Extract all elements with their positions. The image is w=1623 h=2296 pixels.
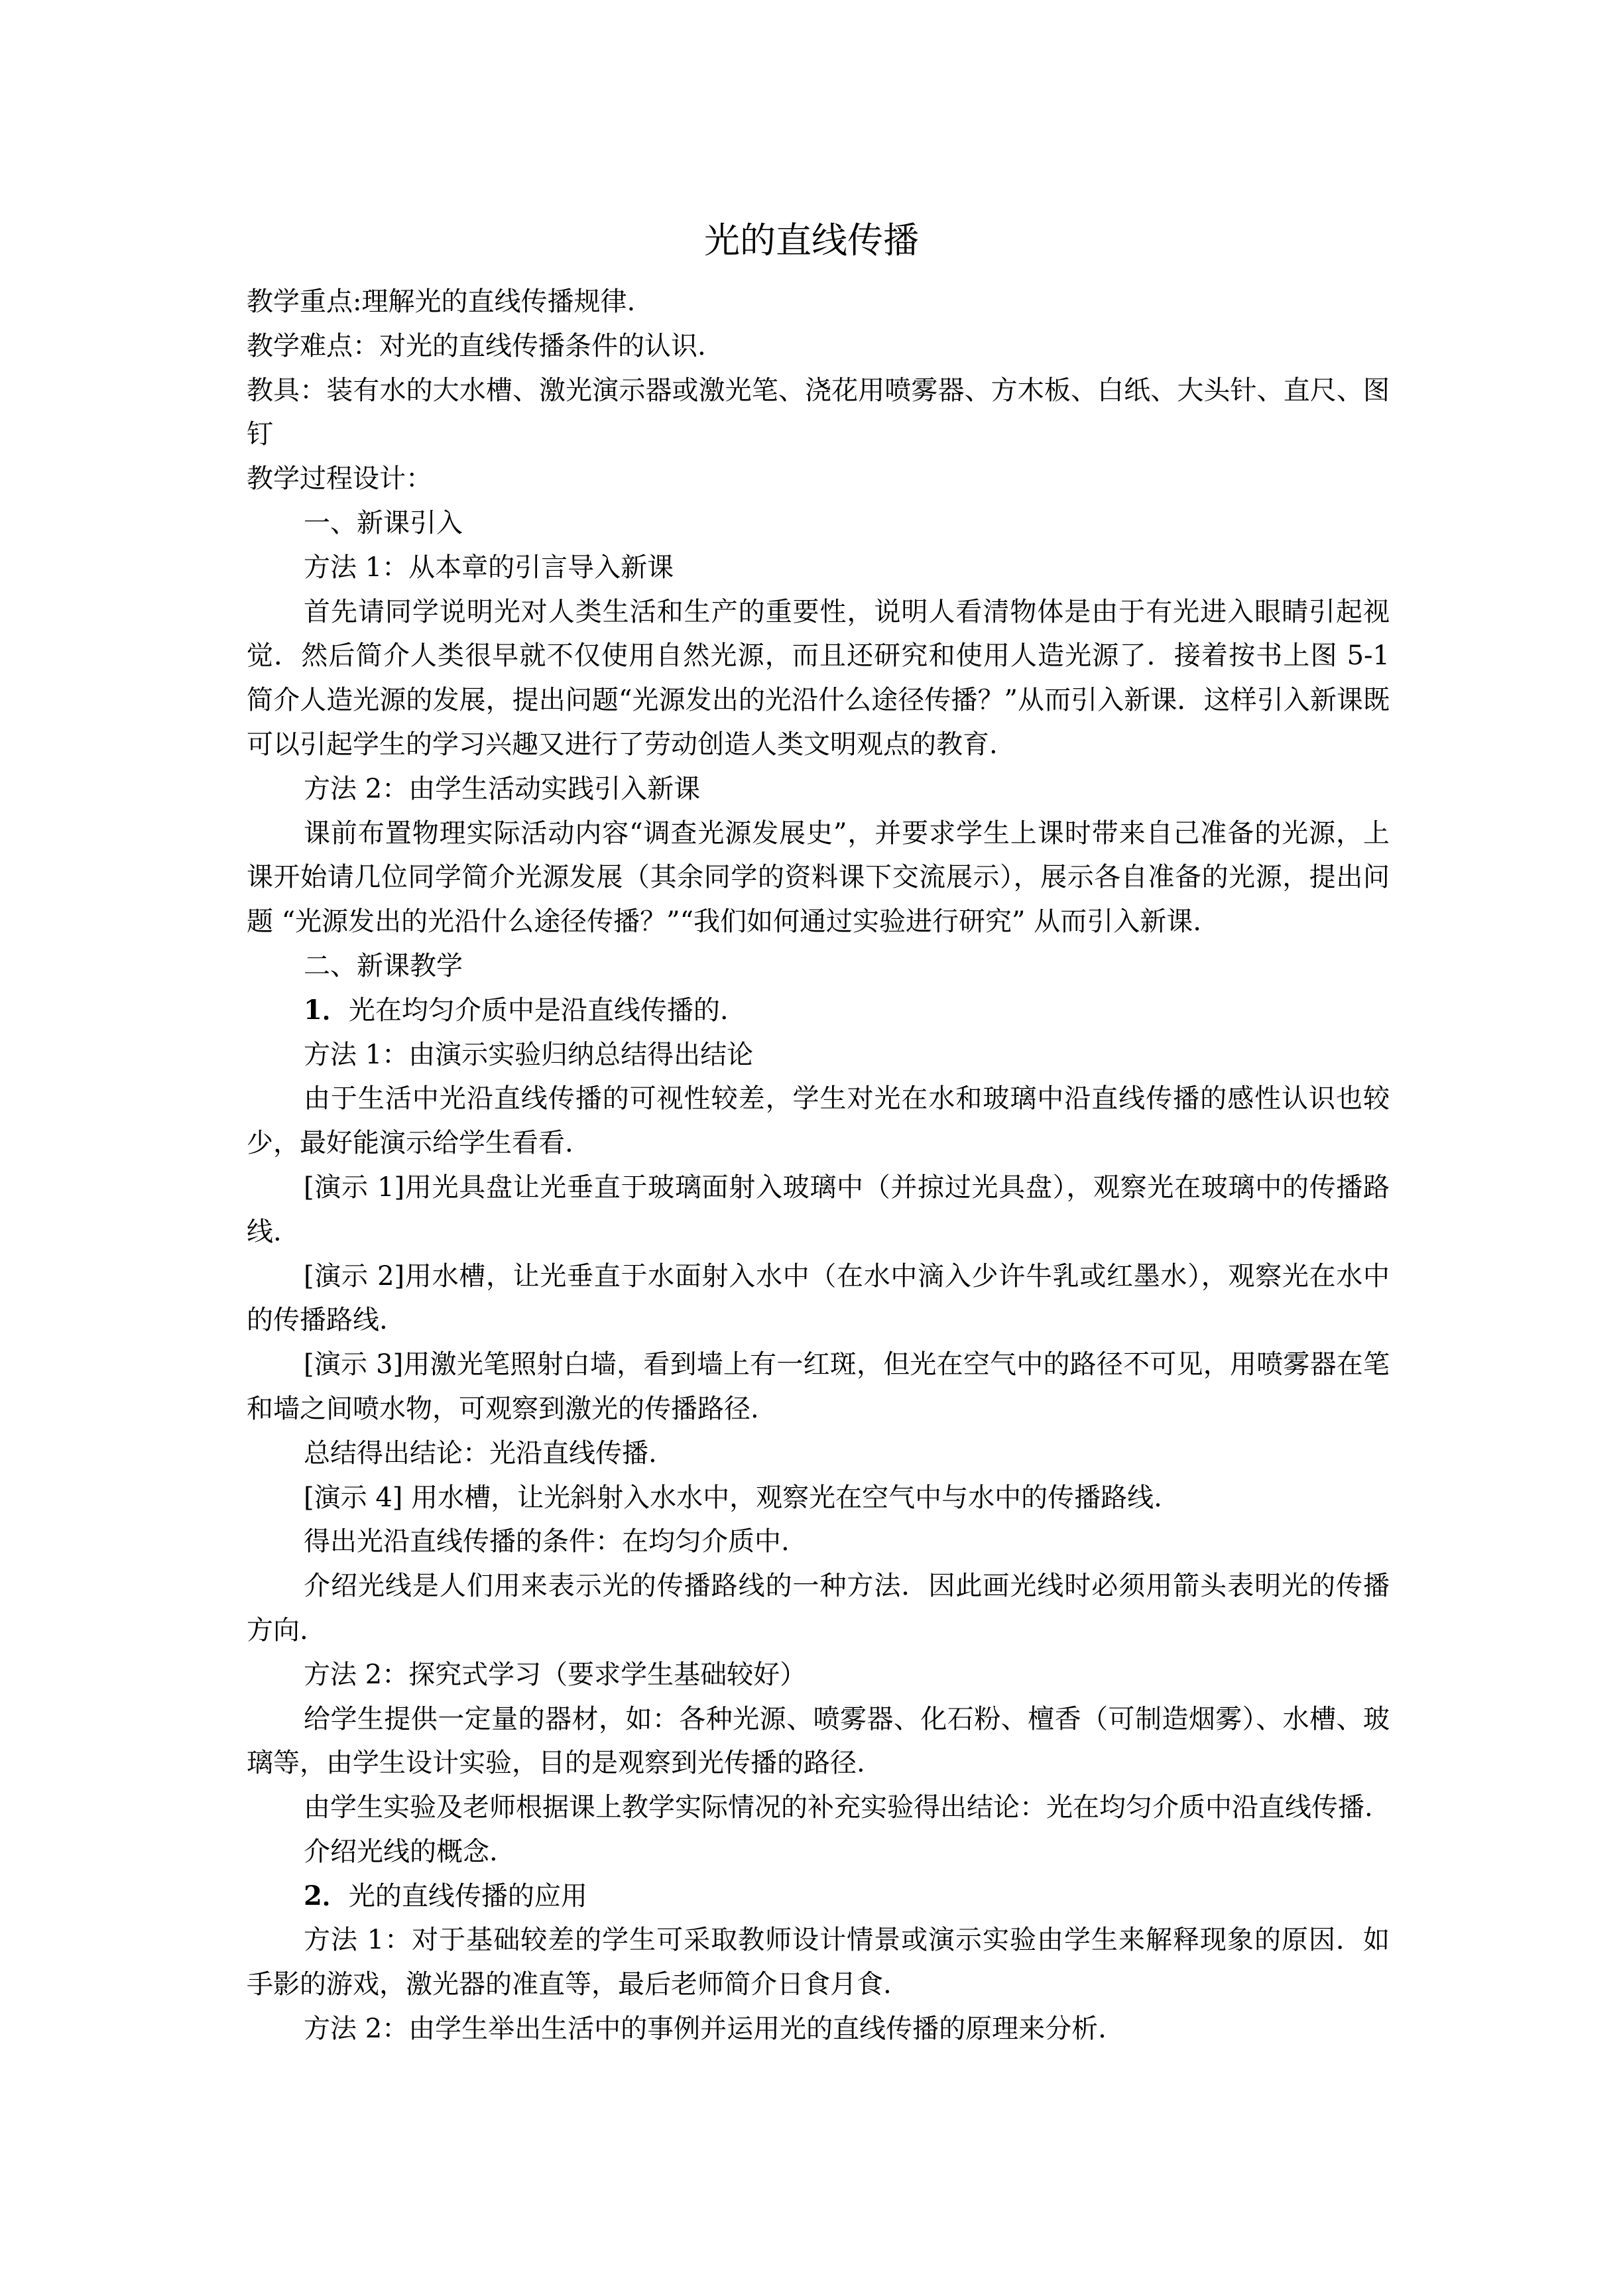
numbered-heading xyxy=(247,1874,1390,1919)
method-heading: 方法 1：由演示实验归纳总结得出结论 xyxy=(304,1039,754,1070)
demo-paragraph: [演示 1]用光具盘让光垂直于玻璃面射入玻璃中（并掠过光具盘），观察光在玻璃中的传播路线. xyxy=(247,1172,1390,1247)
paragraph-teaching-focus: 教学重点:理解光的直线传播规律. xyxy=(247,286,636,317)
numbered-heading-text: 光的直线传播的应用 xyxy=(348,1880,587,1911)
paragraph: 课前布置物理实际活动内容“调查光源发展史”，并要求学生上课时带来自己准备的光源，上课开始请几位同学简介光源发展（其余同学的资料课下交流展示），展示各自准备的光源，提出问题 “光源发出的光沿什么途径传播？”“我们如何通过实验进行研究” 从而引入新课. xyxy=(247,817,1390,937)
numbered-heading-text: 光在均匀介质中是沿直线传播的. xyxy=(348,995,729,1026)
paragraph: 得出光沿直线传播的条件：在均匀介质中. xyxy=(304,1526,790,1557)
numbered-heading xyxy=(247,989,1390,1033)
paragraph-teaching-difficulty: 教学难点：对光的直线传播条件的认识. xyxy=(247,330,706,361)
demo-paragraph: [演示 2]用水槽，让光垂直于水面射入水中（在水中滴入少许牛乳或红墨水），观察光在水中的传播路线. xyxy=(247,1260,1390,1336)
method-heading: 方法 2：由学生活动实践引入新课 xyxy=(304,773,701,804)
paragraph-process-heading: 教学过程设计： xyxy=(247,463,432,495)
section-heading-intro: 一、新课引入 xyxy=(304,507,463,538)
paragraph: 给学生提供一定量的器材，如：各种光源、喷雾器、化石粉、檀香（可制造烟雾）、水槽、玻璃等，由学生设计实验，目的是观察到光传播的路径. xyxy=(247,1703,1390,1779)
method-paragraph: 方法 1：对于基础较差的学生可采取教师设计情景或演示实验由学生来解释现象的原因．如手影的游戏，激光器的准直等，最后老师简介日食月食. xyxy=(247,1925,1390,2000)
section-heading-teaching: 二、新课教学 xyxy=(304,950,463,981)
paragraph: 首先请同学说明光对人类生活和生产的重要性，说明人看清物体是由于有光进入眼睛引起视觉．然后简介人类很早就不仅使用自然光源，而且还研究和使用人造光源了．接着按书上图 5-1 简介人造光源的发展，提出问题“光源发出的光沿什么途径传播？”从而引入新课．这样引入新课既可以引起学生的学习兴趣又进行了劳动创造人类文明观点的教育. xyxy=(247,596,1390,760)
method-paragraph: 方法 2：由学生举出生活中的事例并运用光的直线传播的原理来分析. xyxy=(304,2014,1107,2045)
demo-paragraph: [演示 4] 用水槽，让光斜射入水水中，观察光在空气中与水中的传播路线. xyxy=(304,1482,1162,1513)
document-body xyxy=(247,280,1390,2051)
paragraph: 总结得出结论：光沿直线传播. xyxy=(304,1437,657,1469)
paragraph: 由学生实验及老师根据课上教学实际情况的补充实验得出结论：光在均匀介质中沿直线传播. xyxy=(304,1792,1373,1823)
paragraph: 介绍光线的概念. xyxy=(304,1836,498,1867)
method-heading: 方法 2：探究式学习（要求学生基础较好） xyxy=(304,1659,807,1690)
demo-paragraph: [演示 3]用激光笔照射白墙，看到墙上有一红斑，但光在空气中的路径不可见，用喷雾器在笔和墙之间喷水物，可观察到激光的传播路径. xyxy=(247,1349,1390,1424)
item-number: 2． xyxy=(304,1880,349,1911)
item-number: 1． xyxy=(304,994,349,1026)
paragraph: 介绍光线是人们用来表示光的传播路线的一种方法．因此画光线时必须用箭头表明光的传播方向. xyxy=(247,1571,1390,1646)
document-title: 光的直线传播 xyxy=(704,219,919,261)
paragraph-teaching-aids: 教具：装有水的大水槽、激光演示器或激光笔、浇花用喷雾器、方木板、白纸、大头针、直尺、图钉 xyxy=(247,375,1390,450)
method-heading: 方法 1：从本章的引言导入新课 xyxy=(304,552,674,583)
paragraph: 由于生活中光沿直线传播的可视性较差，学生对光在水和玻璃中沿直线传播的感性认识也较少，最好能演示给学生看看. xyxy=(247,1083,1390,1159)
